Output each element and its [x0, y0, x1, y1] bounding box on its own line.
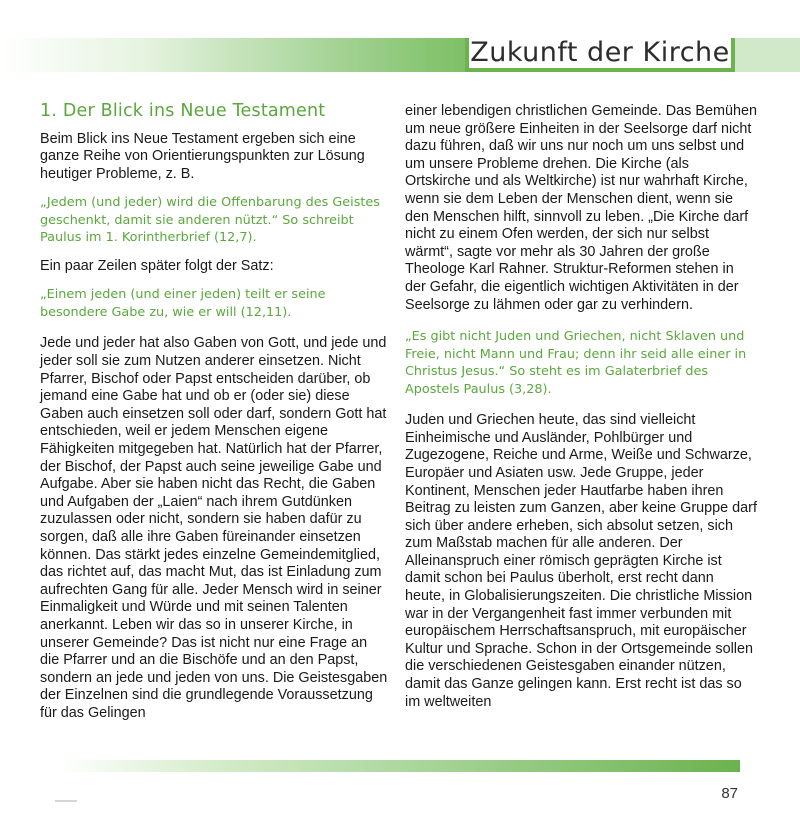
paragraph: einer lebendigen christlichen Gemeinde. Das Bemühen um neue größere Einheiten in der Seelsorge darf nicht dazu führen, daß wir uns nur noch um uns selbst und um unsere Probleme drehen. Die Kirche (als Ortskirche und als Weltkirche) ist nur wahrhaft Kirche, wenn sie dem Leben der Menschen dient, wenn sie den Menschen hilft, sinnvoll zu leben. „Die Kirche darf nicht zu einem Ofen werden, der sich nur selbst wärmt“, sagte vor mehr als 30 Jahren der große Theologe Karl Rahner. Struktur-Reformen stehen in der Gefahr, die eigentlich wichtigen Aktivitäten in der Seelsorge zu lähmen oder gar zu verhindern. — [405, 103, 757, 313]
title-box — [465, 38, 735, 72]
paragraph: Jede und jeder hat also Gaben von Gott, und jede und jeder soll sie zum Nutzen anderer einsetzen. Nicht Pfarrer, Bischof oder Papst entscheiden darüber, ob jemand eine Gabe hat und ob er (oder sie) diese Gaben auch einsetzen soll oder darf, sondern Gott hat entschieden, weil er jedem Menschen eigene Fähigkeiten mitgegeben hat. Natürlich hat der Pfarrer, der Bischof, der Papst auch seine jeweilige Gabe und Aufgabe. Aber sie haben nicht das Recht, die Gaben und Aufgaben der „Laien“ nach ihrem Gutdünken zuzulassen oder nicht, sondern sie haben dafür zu sorgen, daß alle ihre Gaben füreinander einsetzen können. Das stärkt jedes einzelne Gemeindemitglied, das richtet auf, das macht Mut, das ist Einladung zum aufrechten Gang für alle. Jeder Mensch wird in seiner Einmaligkeit und Würde und mit seinen Talenten anerkannt. Leben wir das so in unserer Kirche, in unserer Gemeinde? Das ist nicht nur eine Frage an die Pfarrer und an die Bischöfe und an den Papst, sondern an jede und jeden von uns. Die Geistesgaben der Einzelnen sind die grundlegende Voraussetzung für das Gelingen — [40, 335, 388, 721]
left-column — [40, 100, 390, 723]
page-title: Zukunft der Kirche — [470, 37, 730, 68]
paragraph: Beim Blick ins Neue Testament ergeben sich eine ganze Reihe von Orientierungspunkten zur Lösung heutiger Probleme, z. B. — [40, 130, 365, 182]
page-number: 87 — [721, 785, 738, 802]
footer-bar — [60, 760, 740, 772]
section-heading: 1. Der Blick ins Neue Testament — [40, 101, 326, 121]
paragraph: Juden und Griechen heute, das sind vielleicht Einheimische und Ausländer, Pohlbürger und Zugezogene, Reiche und Arme, Weiße und Schwarze, Europäer und Asiaten usw. Jede Gruppe, jeder Kontinent, Menschen jeder Hautfarbe haben ihren Beitrag zu leisten zum Ganzen, aber keine Gruppe darf sich über andere erheben, sich absolut setzen, sich zum Maßstab machen für alle anderen. Der Alleinanspruch einer römisch geprägten Kirche ist damit schon bei Paulus überholt, erst recht dann heute, in Globalisierungszeiten. Die christliche Mission war in der Vergangenheit fast immer verbunden mit europäischem Herrschaftsanspruch, mit europäischer Kultur und Sprache. Schon in der Ortsgemeinde sollen die verschiedenen Geistesgaben einander nützen, damit das Ganze gelingen kann. Erst recht ist das so im weltweiten — [405, 412, 757, 710]
paragraph: Ein paar Zeilen später folgt der Satz: — [40, 257, 274, 274]
quote: „Einem jeden (und einer jeden) teilt er seine besondere Gabe zu, wie er will (12,11). — [40, 287, 326, 320]
quote: „Jedem (und jeder) wird die Offenbarung des Geistes geschenkt, damit sie anderen nützt.“ So schreibt Paulus im 1. Korintherbrief (12,7). — [40, 195, 380, 246]
header-accent — [735, 38, 800, 72]
header-bar — [0, 38, 800, 78]
header-gradient — [0, 38, 470, 72]
right-column — [405, 103, 757, 711]
scan-mark — [55, 800, 77, 802]
quote: „Es gibt nicht Juden und Griechen, nicht Sklaven und Freie, nicht Mann und Frau; denn ihr seid alle einer in Christus Jesus.“ So steht es im Galaterbrief des Apostels Paulus (3,28). — [405, 329, 747, 397]
